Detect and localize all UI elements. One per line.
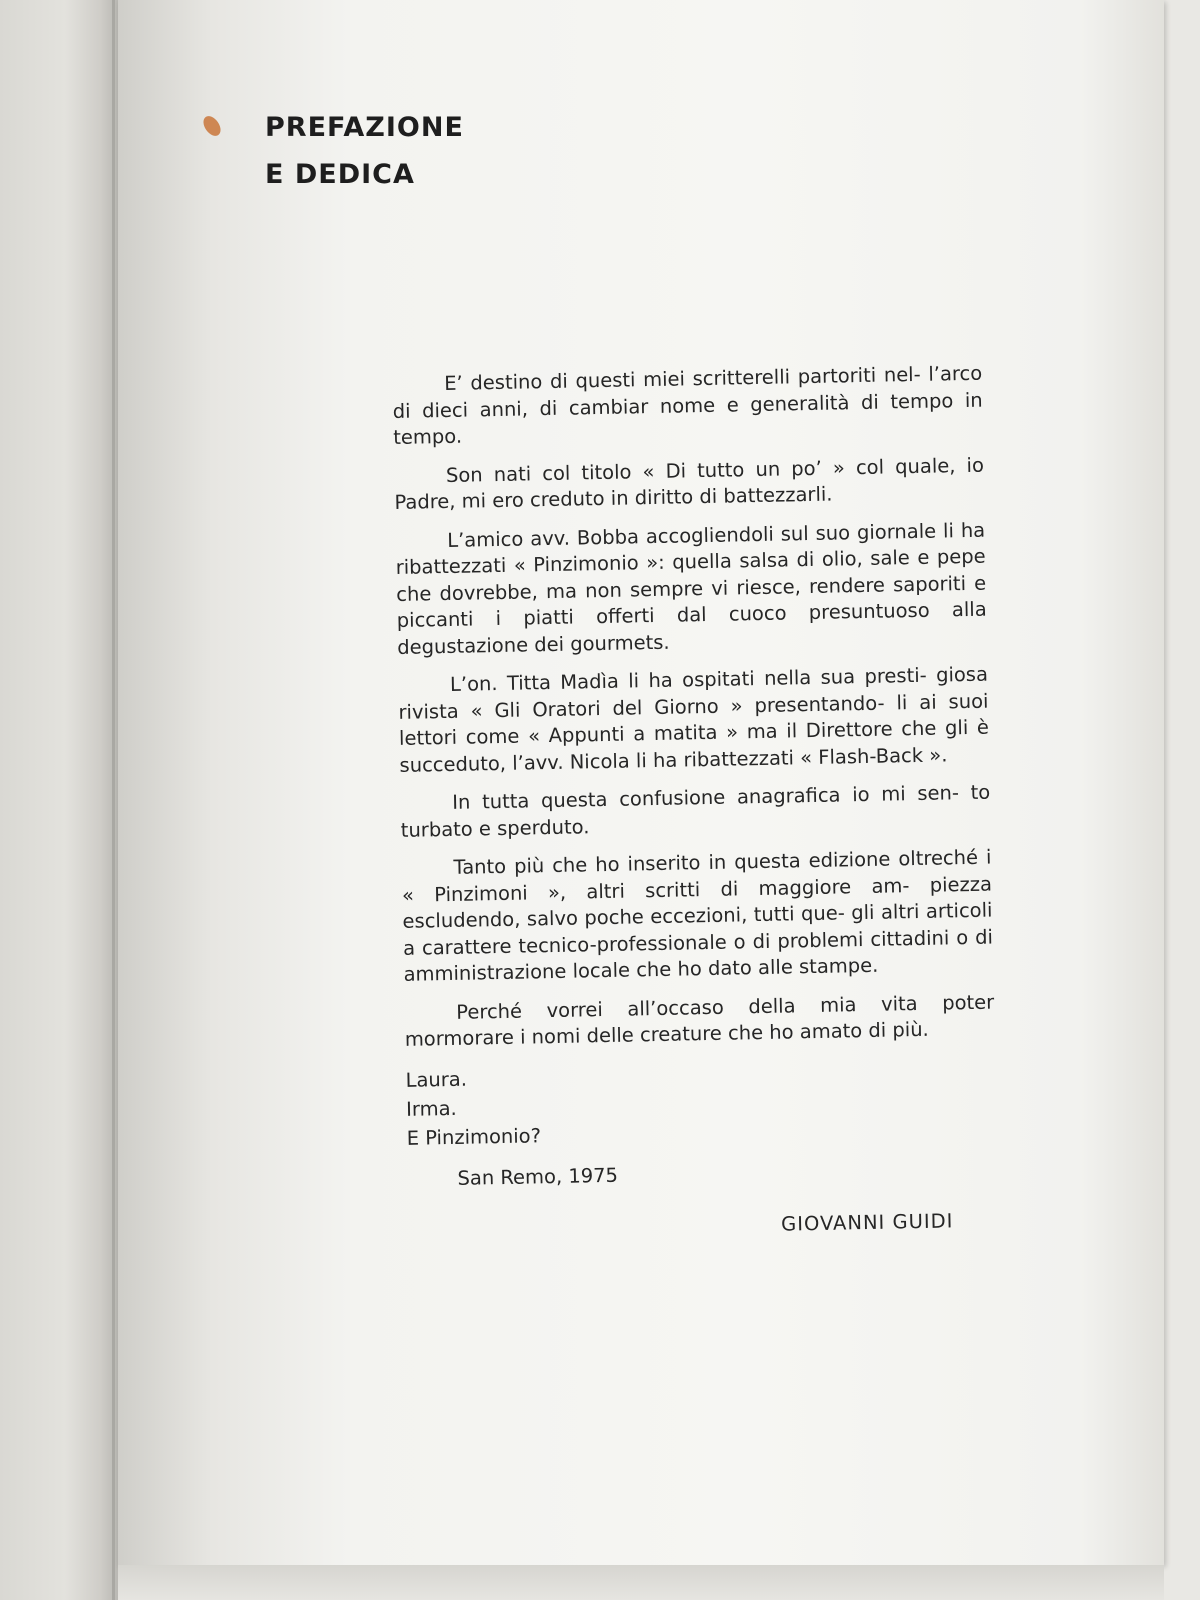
author-signature: GIOVANNI GUIDI [780,1209,954,1236]
left-page [0,0,118,1600]
page-title [265,104,464,198]
dedication-name: E Pinzimonio? [406,1123,542,1150]
dedication-names [405,1054,997,1152]
dedication-name: Irma. [405,1096,457,1121]
left-page-edge [112,0,115,1600]
paragraph: L’amico avv. Bobba accogliendoli sul suo giornale li ha ribattezzati « Pinzimonio »: quella salsa di olio, sale e pepe che dovrebbe, ma non sempre vi riesce, rendere saporiti e piccanti i piatti offerti dal cuoco presuntuoso alla degustazione dei gourmets. [395,518,987,659]
paragraph: E’ destino di questi miei scritterelli partoriti nel- l’arco di dieci anni, di cambiar nome e generalità di tempo in tempo. [392,361,983,449]
paragraph: L’on. Titta Madìa li ha ospitati nella sua presti- giosa rivista « Gli Oratori del Giorno » presentando- li ai suoi lettori come « Appunti a matita » ma il Direttore che gli è succeduto, l’avv. Nicola li ha ribattezzati « Flash-Back ». [398,662,990,777]
place-date: San Remo, 1975 [457,1163,619,1190]
dedication-name: Laura. [405,1067,468,1092]
preface-body [392,361,999,1246]
paragraph: Son nati col titolo « Di tutto un po’ » col quale, io Padre, mi ero creduto in diritto di battezzarli. [394,453,985,514]
title-line-1: PREFAZIONE [265,112,464,143]
page-bottom-shadow [118,1565,1164,1600]
paragraph: Tanto più che ho inserito in questa edizione oltreché i « Pinzimoni », altri scritti di maggiore am- piezza escludendo, salvo poche eccezioni, tutti que- gli altri articoli a carattere tecnico-professionale o di problemi cittadini o di amministrazione locale che ho dato alle stampe. [401,845,994,986]
paragraph: Perché vorrei all’occaso della mia vita poter mormorare i nomi delle creature che ho amato di più. [404,990,995,1051]
title-line-2: E DEDICA [265,159,415,190]
paragraph: In tutta questa confusione anagrafica io mi sen- to turbato e sperduto. [400,780,991,842]
